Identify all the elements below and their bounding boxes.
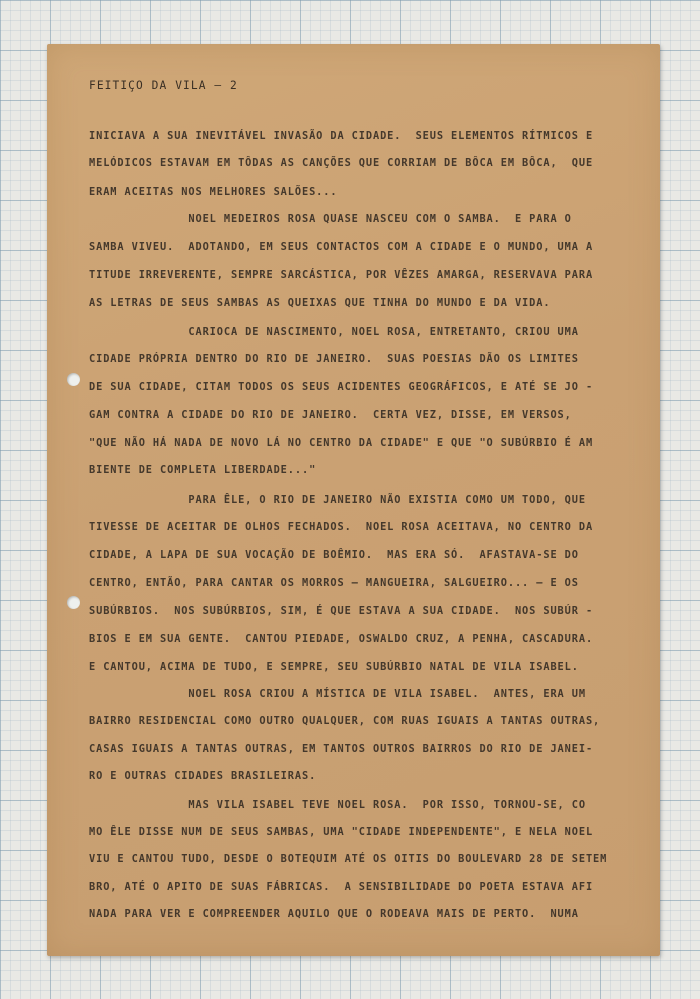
text-line: MELÓDICOS ESTAVAM EM TÔDAS AS CANÇÕES QUE CORRIAM DE BÔCA EM BÔCA, QUE: [89, 157, 594, 169]
page-header: FEITIÇO DA VILA — 2: [89, 79, 238, 92]
text-line: RO E OUTRAS CIDADES BRASILEIRAS.: [89, 770, 317, 782]
text-line: DE SUA CIDADE, CITAM TODOS OS SEUS ACIDENTES GEOGRÁFICOS, E ATÉ SE JO -: [89, 381, 594, 393]
text-line: BRO, ATÉ O APITO DE SUAS FÁBRICAS. A SENSIBILIDADE DO POETA ESTAVA AFI: [89, 881, 594, 893]
text-line: TITUDE IRREVERENTE, SEMPRE SARCÁSTICA, POR VÊZES AMARGA, RESERVAVA PARA: [89, 269, 594, 281]
punch-hole: [67, 596, 80, 609]
text-line: MO ÊLE DISSE NUM DE SEUS SAMBAS, UMA "CIDADE INDEPENDENTE", E NELA NOEL: [89, 826, 594, 838]
text-line: BAIRRO RESIDENCIAL COMO OUTRO QUALQUER, COM RUAS IGUAIS A TANTAS OUTRAS,: [89, 715, 601, 727]
text-line: "QUE NÃO HÁ NADA DE NOVO LÁ NO CENTRO DA CIDADE" E QUE "O SUBÚRBIO É AM: [89, 437, 594, 449]
text-line: NOEL MEDEIROS ROSA QUASE NASCEU COM O SAMBA. E PARA O: [89, 213, 572, 225]
text-line: BIENTE DE COMPLETA LIBERDADE...": [89, 464, 317, 476]
text-line: BIOS E EM SUA GENTE. CANTOU PIEDADE, OSWALDO CRUZ, A PENHA, CASCADURA.: [89, 633, 594, 645]
text-line: MAS VILA ISABEL TEVE NOEL ROSA. POR ISSO, TORNOU-SE, CO: [89, 799, 586, 811]
typewritten-page: [47, 44, 660, 956]
text-line: VIU E CANTOU TUDO, DESDE O BOTEQUIM ATÉ OS OITIS DO BOULEVARD 28 DE SETEM: [89, 853, 608, 865]
text-line: NOEL ROSA CRIOU A MÍSTICA DE VILA ISABEL. ANTES, ERA UM: [89, 688, 586, 700]
text-line: CARIOCA DE NASCIMENTO, NOEL ROSA, ENTRETANTO, CRIOU UMA: [89, 326, 579, 338]
text-line: AS LETRAS DE SEUS SAMBAS AS QUEIXAS QUE TINHA DO MUNDO E DA VIDA.: [89, 297, 551, 309]
text-line: CIDADE, A LAPA DE SUA VOCAÇÃO DE BOÊMIO. MAS ERA SÓ. AFASTAVA-SE DO: [89, 549, 579, 561]
text-line: TIVESSE DE ACEITAR DE OLHOS FECHADOS. NOEL ROSA ACEITAVA, NO CENTRO DA: [89, 521, 594, 533]
text-line: SAMBA VIVEU. ADOTANDO, EM SEUS CONTACTOS COM A CIDADE E O MUNDO, UMA A: [89, 241, 594, 253]
text-line: E CANTOU, ACIMA DE TUDO, E SEMPRE, SEU SUBÚRBIO NATAL DE VILA ISABEL.: [89, 661, 579, 673]
text-line: INICIAVA A SUA INEVITÁVEL INVASÃO DA CIDADE. SEUS ELEMENTOS RÍTMICOS E: [89, 130, 594, 142]
text-line: CIDADE PRÓPRIA DENTRO DO RIO DE JANEIRO. SUAS POESIAS DÃO OS LIMITES: [89, 353, 579, 365]
text-line: PARA ÊLE, O RIO DE JANEIRO NÃO EXISTIA COMO UM TODO, QUE: [89, 494, 586, 506]
text-line: SUBÚRBIOS. NOS SUBÚRBIOS, SIM, É QUE ESTAVA A SUA CIDADE. NOS SUBÚR -: [89, 605, 594, 617]
text-line: GAM CONTRA A CIDADE DO RIO DE JANEIRO. CERTA VEZ, DISSE, EM VERSOS,: [89, 409, 572, 421]
punch-hole: [67, 373, 80, 386]
text-line: NADA PARA VER E COMPREENDER AQUILO QUE O RODEAVA MAIS DE PERTO. NUMA: [89, 908, 579, 920]
text-line: ERAM ACEITAS NOS MELHORES SALÕES...: [89, 186, 338, 198]
text-line: CASAS IGUAIS A TANTAS OUTRAS, EM TANTOS OUTROS BAIRROS DO RIO DE JANEI-: [89, 743, 594, 755]
text-line: CENTRO, ENTÃO, PARA CANTAR OS MORROS — MANGUEIRA, SALGUEIRO... — E OS: [89, 577, 579, 589]
